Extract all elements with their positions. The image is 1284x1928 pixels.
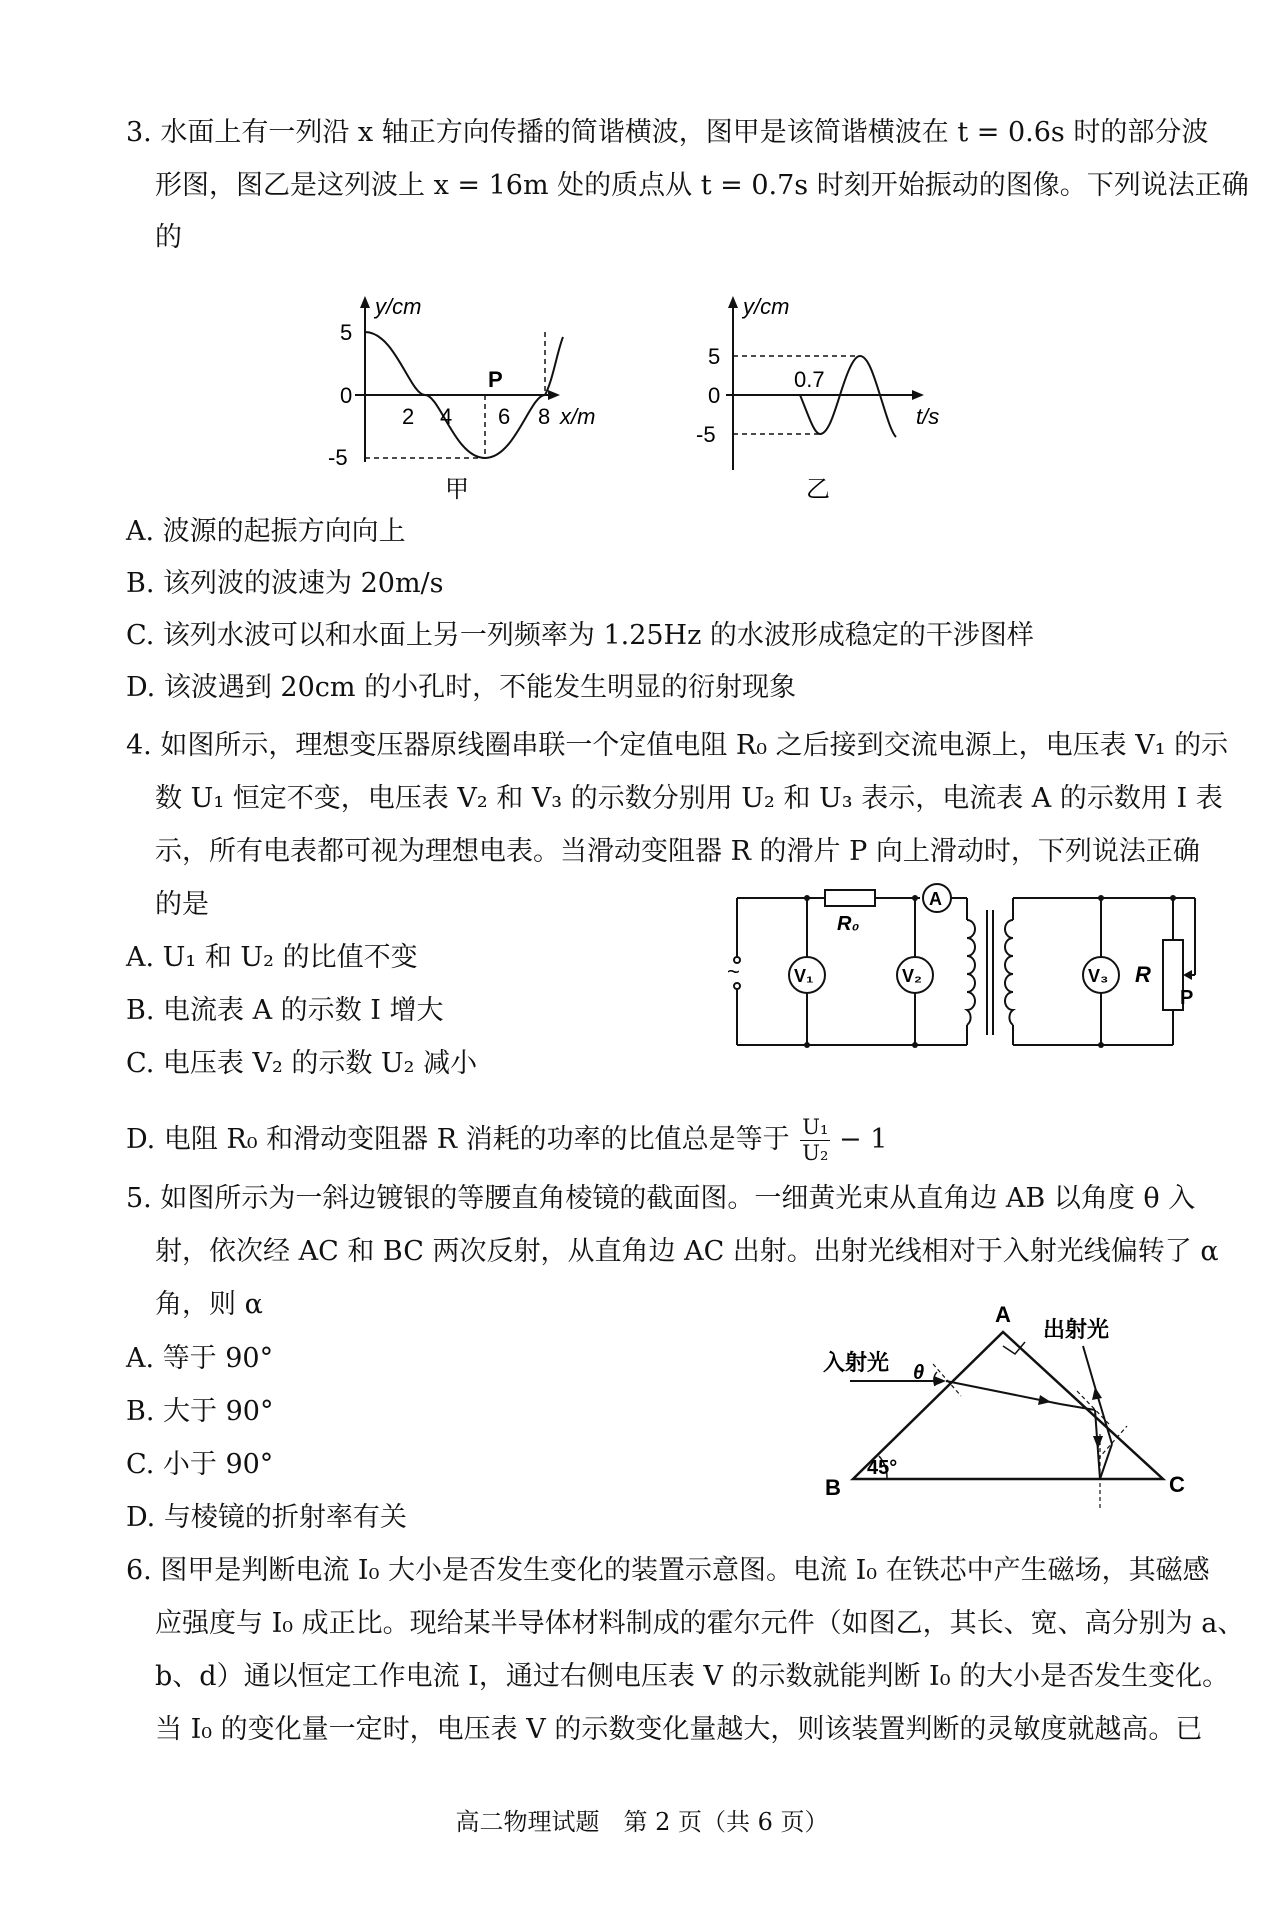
q3a-x-label: x/m	[560, 404, 596, 429]
q3b-y-label: y/cm	[743, 294, 790, 319]
q3b-y-tick-neg5: -5	[696, 422, 716, 447]
q4-v3-label: V₃	[1088, 966, 1109, 986]
q4-stem-line-2: 数 U₁ 恒定不变，电压表 V₂ 和 V₃ 的示数分别用 U₂ 和 U₃ 表示，电流表 A 的示数用 I 表	[155, 783, 1223, 814]
q4-option-b: B. 电流表 A 的示数 I 增大	[126, 995, 444, 1026]
q5-option-a: A. 等于 90°	[126, 1343, 274, 1374]
q4-r-label: R	[1135, 962, 1151, 987]
q6-stem-line-4: 当 I₀ 的变化量一定时，电压表 V 的示数变化量越大，则该装置判断的灵敏度就越高。已	[155, 1714, 1203, 1745]
q3a-point-p: P	[488, 367, 503, 392]
q4-stem-line-3: 示，所有电表都可视为理想电表。当滑动变阻器 R 的滑片 P 向上滑动时，下列说法正确	[155, 836, 1200, 867]
q5-stem-line-1: 5. 如图所示为一斜边镀银的等腰直角棱镜的截面图。一细黄光束从直角边 AB 以角度 θ 入	[126, 1183, 1196, 1214]
q3b-y-tick-0: 0	[708, 383, 721, 408]
q3-figure-a	[320, 292, 610, 502]
q3a-y-tick-neg5: -5	[328, 445, 348, 470]
q3-option-a: A. 波源的起振方向向上	[126, 516, 406, 547]
q3-option-c: C. 该列水波可以和水面上另一列频率为 1.25Hz 的水波形成稳定的干涉图样	[126, 620, 1034, 651]
q4-stem-line-4: 的是	[155, 889, 209, 920]
q4-option-a: A. U₁ 和 U₂ 的比值不变	[126, 942, 418, 973]
q4-fraction-den: U₂	[802, 1141, 829, 1165]
q4-source-label: ~	[727, 959, 740, 984]
q6-stem-line-2: 应强度与 I₀ 成正比。现给某半导体材料制成的霍尔元件（如图乙，其长、宽、高分别为 a、	[155, 1608, 1245, 1639]
q3-option-d: D. 该波遇到 20cm 的小孔时，不能发生明显的衍射现象	[126, 672, 797, 703]
q5-option-b: B. 大于 90°	[126, 1396, 274, 1427]
q5-label-c: C	[1169, 1472, 1185, 1497]
q3a-x-tick-8: 8	[538, 404, 551, 429]
q3-stem-line-3: 的	[155, 222, 182, 253]
q4-r0-label: R₀	[837, 913, 860, 935]
q3b-t-mark: 0.7	[794, 367, 825, 392]
q5-prism	[815, 1284, 1210, 1514]
q3a-x-tick-4: 4	[440, 404, 453, 429]
q4-v2-label: V₂	[902, 966, 923, 986]
q5-stem-line-3: 角，则 α	[155, 1289, 263, 1320]
q5-option-c: C. 小于 90°	[126, 1449, 274, 1480]
q4-option-c: C. 电压表 V₂ 的示数 U₂ 减小	[126, 1048, 478, 1079]
q4-circuit	[725, 880, 1215, 1060]
q3b-y-tick-5: 5	[708, 344, 721, 369]
q3-stem-line-1: 3. 水面上有一列沿 x 轴正方向传播的简谐横波，图甲是该简谐横波在 t = 0.6s 时的部分波	[126, 117, 1209, 148]
q4-slider-label: P	[1180, 987, 1194, 1009]
q5-theta: θ	[913, 1362, 925, 1384]
q5-outgoing-label: 出射光	[1043, 1317, 1110, 1342]
q4-fraction-num: U₁	[802, 1115, 829, 1139]
q3-stem-line-2: 形图，图乙是这列波上 x = 16m 处的质点从 t = 0.7s 时刻开始振动的图像。下列说法正确	[155, 170, 1249, 201]
q3-figure-b	[688, 292, 958, 502]
q3a-y-label: y/cm	[375, 294, 422, 319]
q3a-x-tick-2: 2	[402, 404, 415, 429]
q4-ammeter-label: A	[929, 889, 942, 909]
q5-label-a: A	[995, 1302, 1011, 1327]
q3b-caption: 乙	[806, 476, 830, 502]
q5-label-b: B	[825, 1475, 841, 1500]
q3a-caption: 甲	[445, 476, 469, 502]
q5-stem-line-2: 射，依次经 AC 和 BC 两次反射，从直角边 AC 出射。出射光线相对于入射光线偏转了 α	[155, 1236, 1219, 1267]
q4-stem-line-1: 4. 如图所示，理想变压器原线圈串联一个定值电阻 R₀ 之后接到交流电源上，电压表 V₁ 的示	[126, 730, 1229, 761]
q6-stem-line-3: b、d）通以恒定工作电流 I，通过右侧电压表 V 的示数就能判断 I₀ 的大小是否发生变化。	[155, 1661, 1230, 1692]
q4-fraction	[800, 1115, 830, 1166]
page-footer: 高二物理试题 第 2 页（共 6 页）	[455, 1808, 829, 1836]
q3-option-b: B. 该列波的波速为 20m/s	[126, 568, 444, 599]
q3a-y-tick-5: 5	[340, 320, 353, 345]
q4-option-d	[126, 1115, 887, 1166]
q4-fraction-tail: − 1	[838, 1124, 888, 1155]
q3a-y-tick-0: 0	[340, 383, 353, 408]
q3b-x-label: t/s	[916, 404, 940, 429]
q4-v1-label: V₁	[794, 966, 814, 986]
q5-incident-label: 入射光	[823, 1350, 890, 1375]
q6-stem-line-1: 6. 图甲是判断电流 I₀ 大小是否发生变化的装置示意图。电流 I₀ 在铁芯中产生磁场，其磁感	[126, 1555, 1210, 1586]
q3a-x-tick-6: 6	[498, 404, 511, 429]
q5-angle-45: 45°	[867, 1457, 898, 1479]
q4-option-d-text: D. 电阻 R₀ 和滑动变阻器 R 消耗的功率的比值总是等于	[126, 1124, 790, 1155]
q5-option-d: D. 与棱镜的折射率有关	[126, 1502, 407, 1533]
